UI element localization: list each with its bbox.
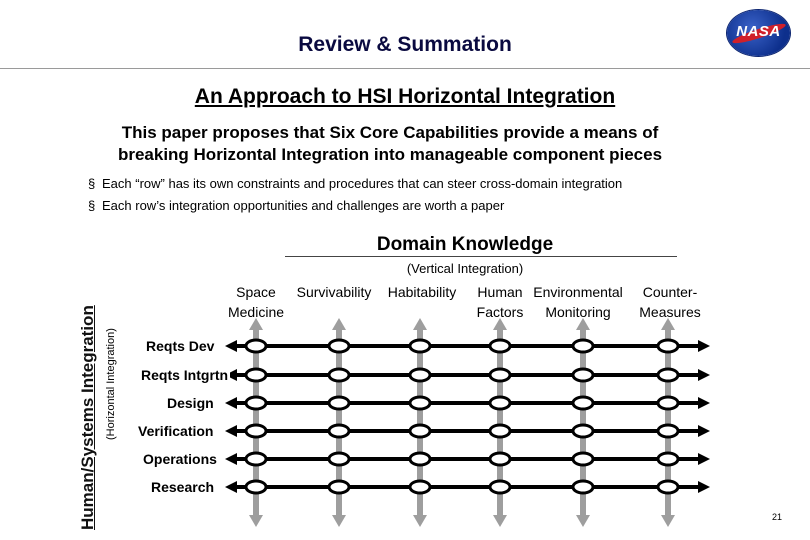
domain-column-heading-line-1: Habitability: [387, 284, 457, 300]
capability-row-label: Design: [167, 395, 214, 411]
intersection-node: [410, 481, 430, 493]
slide-subtitle-text: An Approach to HSI Horizontal Integration: [194, 85, 616, 108]
lead-line-2: breaking Horizontal Integration into manageable component pieces: [117, 145, 663, 164]
row-arrow-head-left: [225, 397, 237, 409]
intersection-node: [658, 481, 678, 493]
column-arrow-head-down: [576, 515, 590, 527]
domain-column-heading-line-1: Human: [477, 284, 523, 300]
domain-knowledge-title: Domain Knowledge: [376, 234, 554, 255]
intersection-node: [246, 453, 266, 465]
domain-column-heading-line-1: Space: [236, 284, 276, 300]
hsi-vertical-label: Human/Systems Integration: [78, 305, 97, 530]
intersection-node: [658, 425, 678, 437]
intersection-node: [490, 481, 510, 493]
bullet-text: Each “row” has its own constraints and procedures that can steer cross-domain integration: [102, 176, 623, 191]
intersection-node: [573, 397, 593, 409]
intersection-node: [410, 340, 430, 352]
intersection-node: [246, 397, 266, 409]
page-number: 21: [772, 512, 783, 522]
row-arrow-head-right: [698, 369, 710, 381]
column-arrow-head-down: [661, 515, 675, 527]
row-arrow-head-right: [698, 340, 710, 352]
intersection-node: [490, 453, 510, 465]
intersection-node: [490, 369, 510, 381]
row-arrow-head-right: [698, 397, 710, 409]
domain-column-heading-line-1: Counter-: [642, 284, 698, 300]
intersection-node: [658, 453, 678, 465]
intersection-node: [573, 453, 593, 465]
intersection-node: [573, 340, 593, 352]
capability-row-label: Reqts Dev: [146, 338, 215, 354]
domain-column-heading-line-2: Monitoring: [545, 304, 611, 320]
capability-row-label: Verification: [138, 423, 214, 439]
vertical-integration-label: (Vertical Integration): [406, 261, 524, 276]
intersection-node: [658, 397, 678, 409]
domain-column-heading-line-2: Measures: [639, 304, 701, 320]
row-arrow-head-left: [225, 425, 237, 437]
row-arrow-head-left: [225, 481, 237, 493]
column-arrow-head-up: [413, 318, 427, 330]
bullet-text: Each row’s integration opportunities and challenges are worth a paper: [102, 198, 505, 213]
domain-knowledge-rule: [285, 256, 677, 257]
intersection-node: [410, 453, 430, 465]
intersection-node: [573, 481, 593, 493]
column-arrow-head-down: [332, 515, 346, 527]
domain-column-heading-line-2: Medicine: [227, 304, 285, 320]
column-arrow-head-down: [493, 515, 507, 527]
intersection-node: [490, 340, 510, 352]
domain-column-heading-line-2: Factors: [476, 304, 524, 320]
intersection-node: [410, 425, 430, 437]
intersection-node: [329, 453, 349, 465]
intersection-node: [329, 369, 349, 381]
intersection-node: [246, 369, 266, 381]
row-arrow-head-left: [225, 340, 237, 352]
row-arrow-head-right: [698, 453, 710, 465]
intersection-node: [246, 481, 266, 493]
intersection-node: [490, 425, 510, 437]
column-arrow-head-down: [249, 515, 263, 527]
column-arrow-head-up: [332, 318, 346, 330]
capability-row-label: Operations: [143, 451, 217, 467]
intersection-node: [490, 397, 510, 409]
intersection-node: [573, 369, 593, 381]
lead-line-1: This paper proposes that Six Core Capabilities provide a means of: [121, 123, 659, 142]
capability-row-label: Reqts Intgrtn: [141, 367, 229, 383]
intersection-node: [658, 340, 678, 352]
domain-column-heading-line-1: Environmental: [533, 284, 623, 300]
intersection-node: [246, 340, 266, 352]
logo-text: NASA: [736, 23, 781, 40]
intersection-node: [329, 425, 349, 437]
intersection-node: [329, 340, 349, 352]
intersection-node: [410, 369, 430, 381]
intersection-node: [329, 481, 349, 493]
intersection-node: [246, 425, 266, 437]
capability-row-label: Research: [151, 479, 215, 495]
row-arrow-head-right: [698, 425, 710, 437]
horizontal-integration-label: (Horizontal Integration): [105, 328, 117, 440]
domain-column-heading-line-1: Survivability: [296, 284, 372, 300]
row-arrow-head-right: [698, 481, 710, 493]
bullet-icon: §: [88, 176, 96, 191]
intersection-node: [410, 397, 430, 409]
intersection-node: [658, 369, 678, 381]
column-arrow-head-down: [413, 515, 427, 527]
bullet-icon: §: [88, 198, 96, 213]
domain-column-heading: [610, 282, 730, 322]
intersection-node: [329, 397, 349, 409]
intersection-node: [573, 425, 593, 437]
slide-header-title: Review & Summation: [298, 33, 512, 56]
row-arrow-head-left: [225, 453, 237, 465]
